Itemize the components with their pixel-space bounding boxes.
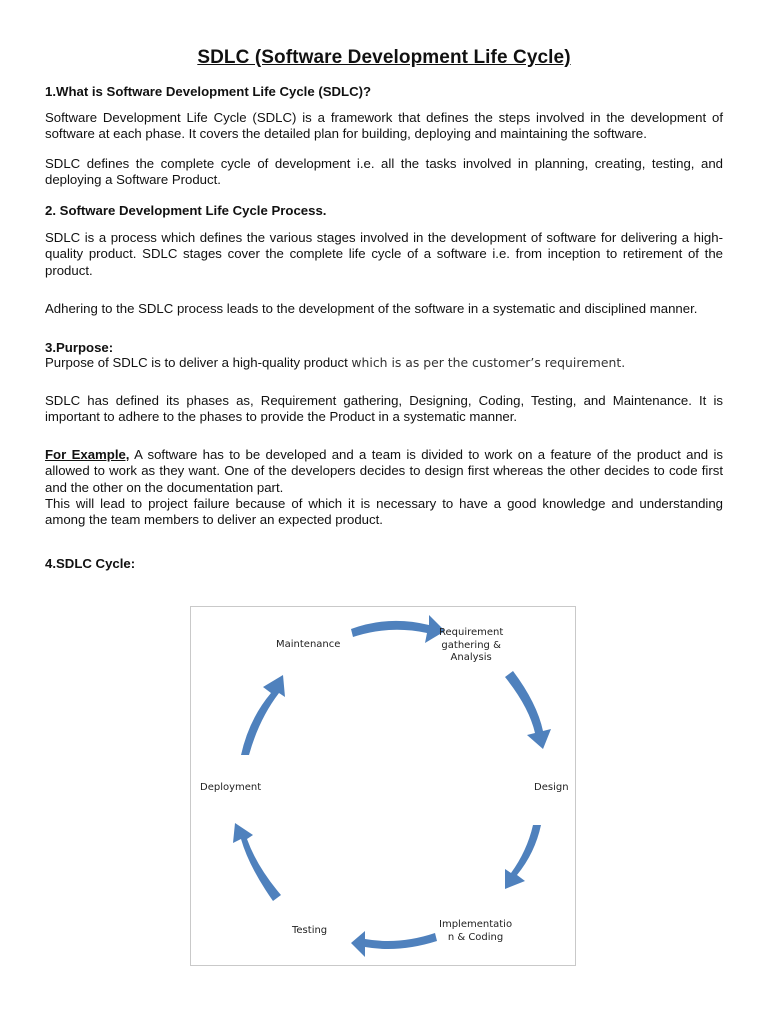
section-4-heading: 4.SDLC Cycle: <box>45 556 136 571</box>
section-2-heading: 2. Software Development Life Cycle Process. <box>45 203 327 218</box>
arrow-requirement-to-design <box>505 671 551 749</box>
section-1-heading: 1.What is Software Development Life Cycle (SDLC)? <box>45 84 372 99</box>
section-1-paragraph-2: SDLC defines the complete cycle of development i.e. all the tasks involved in planning, creating, testing, and deploying a Software Product. <box>45 156 723 188</box>
phase-deployment-label: Deployment <box>200 782 262 793</box>
example-paragraph <box>45 447 723 528</box>
phase-design-label: Design <box>534 782 569 793</box>
arrow-deployment-to-maintenance <box>241 675 285 755</box>
arrow-testing-to-deployment <box>233 823 281 901</box>
example-label: For Example, <box>45 447 130 462</box>
section-2-paragraph-2: Adhering to the SDLC process leads to the development of the software in a systematic and disciplined manner. <box>45 301 698 316</box>
section-2-paragraph-1: SDLC is a process which defines the various stages involved in the development of software for delivering a high-quality product. SDLC stages cover the complete life cycle of a software i.e. from inception to retirement of the product. <box>45 230 723 278</box>
phase-implementation-label: Implementatio n & Coding <box>439 919 513 943</box>
phases-paragraph: SDLC has defined its phases as, Requirement gathering, Designing, Coding, Testing, and Maintenance. It is important to adhere to the phases to provide the Product in a systematic manner. <box>45 393 723 425</box>
page-title: SDLC (Software Development Life Cycle) <box>197 47 571 68</box>
section-3-heading: 3.Purpose: <box>45 340 114 355</box>
sdlc-cycle-diagram <box>190 606 576 966</box>
section-1-paragraph-1: Software Development Life Cycle (SDLC) is a framework that defines the steps involved in the development of software at each phase. It covers the detailed plan for building, deploying and maintaining the software. <box>45 110 723 142</box>
purpose-text-start: Purpose of SDLC is to deliver a high-quality product <box>45 355 352 370</box>
phase-requirement-label: Requirement gathering & Analysis <box>439 627 504 663</box>
purpose-text-rest: which is as per the customer’s requirement. <box>351 355 626 370</box>
example-followup: This will lead to project failure because of which it is necessary to have a good knowledge and understanding among the team members to deliver an expected product. <box>45 495 723 528</box>
example-text: A software has to be developed and a team is divided to work on a feature of the product and is allowed to work as they want. One of the developers decides to design first whereas the other decides to code first and the other on the documentation part. <box>45 447 723 495</box>
phase-testing-label: Testing <box>292 925 328 936</box>
arrow-implementation-to-testing <box>351 931 437 957</box>
phase-maintenance-label: Maintenance <box>276 639 341 650</box>
arrow-maintenance-to-requirement <box>351 615 445 643</box>
arrow-design-to-implementation <box>505 825 541 889</box>
purpose-paragraph <box>45 355 723 371</box>
